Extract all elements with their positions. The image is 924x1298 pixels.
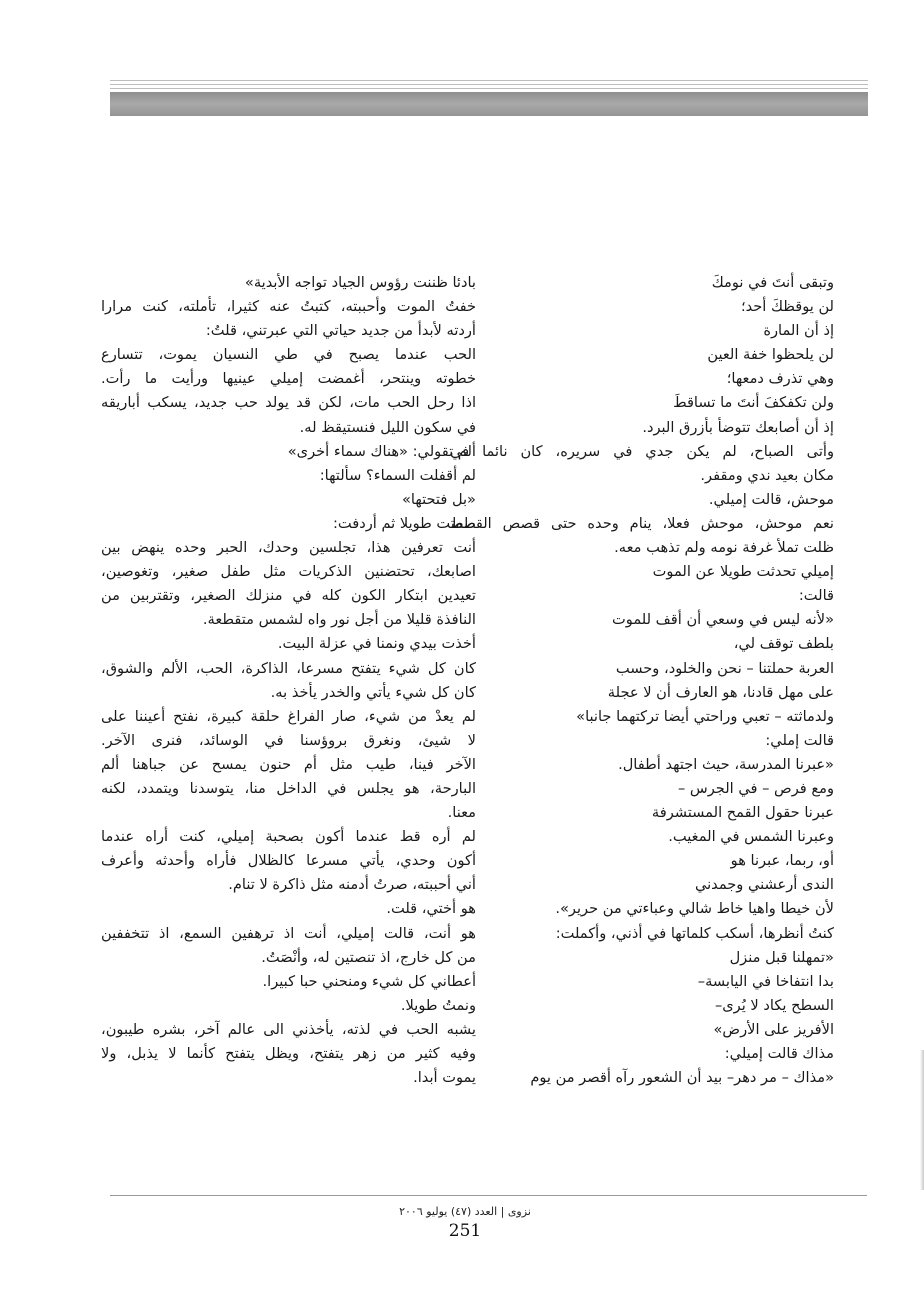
text-line: أو، ربما، عبرنا هو: [730, 852, 834, 870]
text-line: أعطاني كل شيء ومنحني حبا كبيرا.: [262, 972, 476, 990]
header-band: [110, 92, 868, 116]
text-line: هو أنت، قالت إميلي، أنت اذ ترهفين السمع، اذ تتخففين: [101, 924, 476, 942]
text-line: ولدماثته – تعبي وراحتي أيضا تركتهما جانبا»: [576, 707, 834, 725]
text-line: لن يوقظكَ أحد؛: [740, 298, 834, 316]
text-line: وعبرنا الشمس في المغيب.: [668, 828, 834, 846]
text-line: «مذاك – مر دهر– بيد أن الشعور رآه أقصر من يوم: [530, 1069, 834, 1087]
text-line: معنا.: [447, 804, 476, 822]
text-line: إميلي تحدثت طويلا عن الموت: [652, 563, 834, 581]
scan-edge-shadow: [920, 1050, 924, 1190]
text-line: مذاك قالت إميلي:: [724, 1045, 834, 1062]
text-line: أكون وحدي، يأتي مسرعا كالظلال فأراه وأحدثه وأعرف: [101, 852, 476, 870]
text-line: قالت:: [798, 587, 834, 605]
page-number: 251: [448, 1221, 482, 1241]
text-line: وفيه كثير من زهر يتفتح، ويظل يتفتح كأنما لا يذبل، ولا: [101, 1045, 476, 1062]
text-line: لا شيئ، ونغرق بروؤسنا في الوسائد، فنرى الآخر.: [101, 731, 476, 749]
text-line: أردته لأبدأ من جديد حياتي التي عبرتني، قلتُ:: [205, 322, 476, 340]
text-line: عبرنا حقول القمح المستشرفة: [651, 804, 834, 822]
text-line: بدا انتفاخا في اليابسة–: [697, 972, 834, 990]
text-line: لم أره قط عندما أكون بصحبة إميلي، كنت أراه عندما: [101, 828, 476, 846]
text-line: خفتُ الموت وأحببته، كتبتُ عنه كثيرا، تأملته، كنت مرارا: [101, 298, 476, 316]
text-line: «بل فتحتها»: [402, 490, 476, 508]
text-line: النافذة قليلا من أجل نور واه لشمس متقطعة.: [202, 611, 476, 629]
text-line: يموت أبدا.: [413, 1069, 476, 1087]
text-line: أني أحببته، صرتُ أدمنه مثل ذاكرة لا تنام.: [228, 876, 476, 894]
text-line: أنت تعرفين هذا، تجلسين وحدك، الحبر وحده ينهض بين: [101, 539, 476, 557]
text-line: ومع فرص – في الجرس –: [677, 779, 834, 797]
text-line: «لأنه ليس في وسعي أن أقف للموت: [612, 611, 834, 629]
text-line: نعم موحش، موحش فعلا، ينام وحده حتى قصص القطط: [450, 514, 834, 532]
text-line: كنتُ أنظرها، أسكب كلماتها في أذني، وأكملت:: [555, 924, 834, 942]
text-line: على مهل قادنا، هو العارف أن لا عجلة: [607, 683, 834, 701]
text-line: وأتى الصباح، لم يكن جدي في سريره، كان نائما في: [450, 442, 834, 460]
text-line: السطح يكاد لا يُرى–: [714, 996, 834, 1014]
text-line: اصابعك، تحتضنين الذكريات مثل طفل صغير، وتغوصين،: [101, 563, 476, 581]
text-line: لم يعدْ من شيء، صار الفراغ حلقة كبيرة، نفتح أعيننا على: [101, 707, 476, 725]
footer-caption: نزوى | العدد (٤٧) يوليو ٢٠٠٦: [399, 1205, 531, 1218]
text-line: «عبرنا المدرسة، حيث اجتهد أطفال.: [618, 755, 834, 773]
text-line: صمتت طويلا ثم أردفت:: [332, 514, 476, 532]
text-line: بادئا ظننت رؤوس الجياد تواجه الأبدية»: [244, 274, 476, 291]
text-line: الحب عندما يصبح في طي النسيان يموت، تتسارع: [101, 346, 476, 364]
text-line: وتبقى أنتَ في نومكَ: [711, 274, 834, 291]
text-line: الندى أرعشني وجمدني: [694, 876, 834, 894]
text-line: ونمتُ طويلا.: [400, 996, 476, 1014]
left-text-column: [101, 271, 476, 1090]
footer-rule: [110, 1195, 867, 1196]
text-line: ظلت تملأ غرفة نومه ولم تذهب معه.: [614, 539, 834, 557]
text-line: الأفريز على الأرض»: [713, 1020, 834, 1038]
text-line: إذ أن المارة: [763, 322, 834, 340]
text-line: وهي تذرف دمعها؛: [726, 370, 834, 388]
text-line: اذا رحل الحب مات، لكن قد يولد حب جديد، يسكب أباريقه: [101, 394, 476, 412]
text-line: إذ أن أصابعك تتوضأ بأزرق البرد.: [642, 418, 834, 436]
header-rules: [110, 80, 868, 92]
text-line: لن يلحظوا خفة العين: [707, 346, 834, 364]
text-line: قالت إملي:: [765, 731, 834, 749]
text-line: البارحة، هو يجلس في الداخل منا، يتوسدنا ويتمدد، لكنه: [101, 779, 476, 797]
text-line: كان كل شيء يأتي والخدر يأخذ به.: [270, 683, 476, 701]
text-line: العربة حملتنا – نحن والخلود، وحسب: [615, 659, 834, 677]
text-line: تعيدين ابتكار الكون كله في منزلك الصغير، وتقتربين من: [101, 587, 476, 605]
text-line: من كل خارج، اذ تنصتين له، وأنْصَتُ.: [261, 948, 476, 966]
text-line: بلطف توقف لي،: [733, 635, 834, 653]
text-line: ألم تقولي: «هناك سماء أخرى»: [287, 442, 476, 460]
text-line: خطوته وينتحر، أغمضت إميلي عينيها ورأيت ما رأت.: [101, 370, 476, 388]
text-line: ولن تكفكفَ أنتَ ما تساقطَ: [673, 394, 834, 412]
text-line: موحش، قالت إميلي.: [708, 490, 834, 508]
text-line: كان كل شيء يتفتح مسرعا، الذاكرة، الحب، الألم والشوق،: [101, 659, 476, 677]
right-text-column: [450, 271, 834, 1090]
text-line: لم أقفلت السماء؟ سألتها:: [319, 466, 476, 484]
text-line: في سكون الليل فنستيقظ له.: [299, 418, 476, 436]
text-line: هو أختي، قلت.: [386, 900, 476, 918]
text-line: الآخر فينا، طيب مثل أم حنون يمسح عن جباهنا ألم: [101, 755, 476, 773]
text-line: يشبه الحب في لذته، يأخذني الى عالم آخر، بشره طيبون،: [101, 1020, 476, 1038]
text-line: لأن خيطا واهيا خاط شالي وعباءتي من حرير».: [555, 900, 834, 918]
text-line: مكان بعيد ندي ومقفر.: [700, 466, 834, 484]
text-line: أخذت بيدي ونمنا في عزلة البيت.: [277, 635, 476, 653]
text-line: «تمهلنا قبل منزل: [729, 948, 834, 966]
